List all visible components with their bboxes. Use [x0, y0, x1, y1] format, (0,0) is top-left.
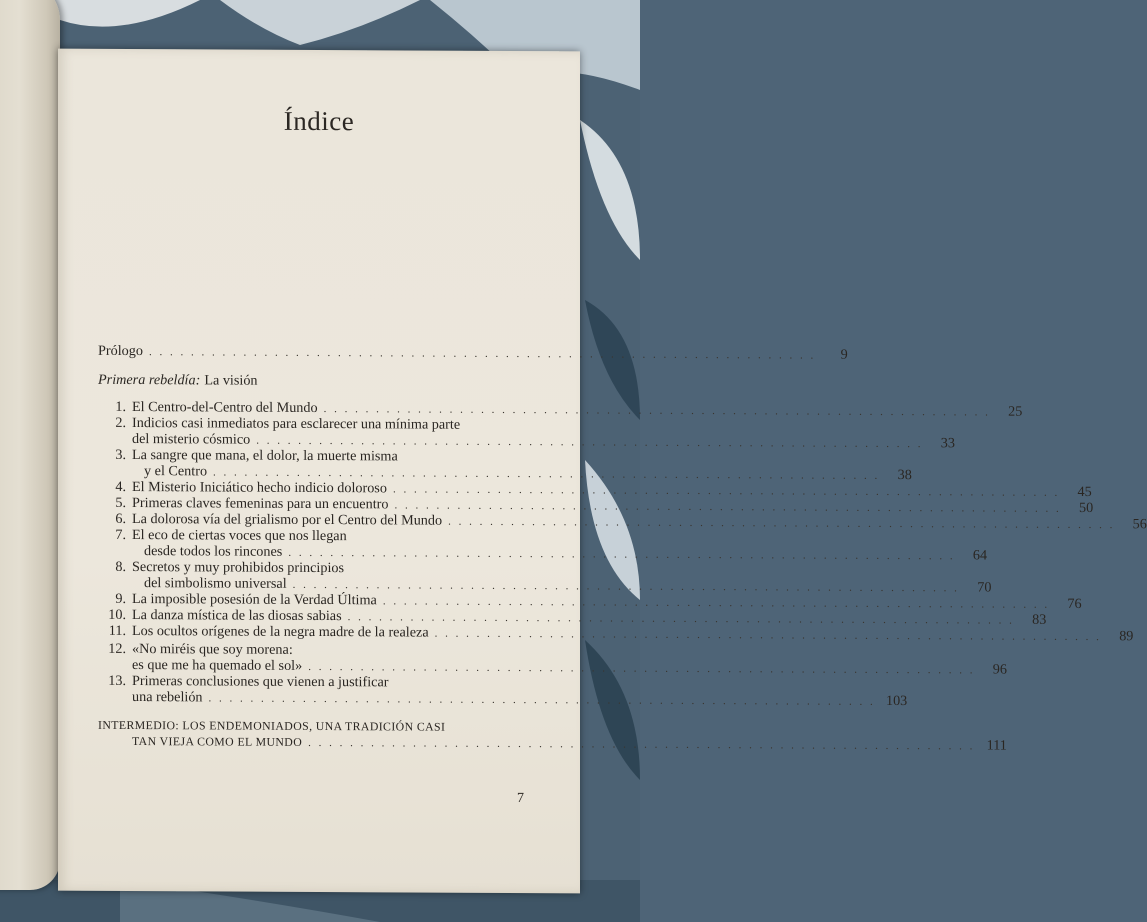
- part-heading: [98, 372, 532, 390]
- dot-leader: . . . . . . . . . . . . . . . . . . . . . . . . . . . . . . . . . . . . . . . . . . . . . . . . . . . . . . . . . . . . . . . .: [382, 595, 1050, 611]
- toc-entry-label: Prólogo: [98, 342, 143, 360]
- toc-entry-label: «No miréis que soy morena:: [132, 641, 293, 658]
- toc-entry-number: 4.: [115, 478, 126, 495]
- toc-page-number: 25: [1008, 403, 1023, 420]
- dot-leader: . . . . . . . . . . . . . . . . . . . . . . . . . . . . . . . . . . . . . . . . . . . . . . . . . . . . . . . . . . . . . . . .: [213, 466, 880, 482]
- toc-page-number: 89: [1119, 628, 1134, 645]
- book-page: [58, 49, 1147, 894]
- toc-page-number: 103: [885, 692, 908, 710]
- toc-entry-label: La sangre que mana, el dolor, la muerte misma: [132, 447, 398, 465]
- dot-leader: . . . . . . . . . . . . . . . . . . . . . . . . . . . . . . . . . . . . . . . . . . . . . . . . . . . . . . . . . . . . . . . .: [292, 578, 960, 595]
- dot-leader: . . . . . . . . . . . . . . . . . . . . . . . . . . . . . . . . . . . . . . . . . . . . . . . . . . . . . . . . . . . . . . . .: [288, 546, 956, 563]
- toc-entry-number: 9.: [115, 590, 126, 607]
- toc-entry-number: 12.: [108, 640, 126, 657]
- dot-leader: . . . . . . . . . . . . . . . . . . . . . . . . . . . . . . . . . . . . . . . . . . . . . . . . . . . . . . . . . . . . . . . .: [394, 499, 1062, 515]
- toc-page-number: 33: [940, 435, 955, 452]
- dot-leader: . . . . . . . . . . . . . . . . . . . . . . . . . . . . . . . . . . . . . . . . . . . . . . . . . . . . . . . . . . . . . . . .: [448, 515, 1115, 532]
- dot-leader: . . . . . . . . . . . . . . . . . . . . . . . . . . . . . . . . . . . . . . . . . . . . . . . . . . . . . . . . . . . . . . . .: [208, 692, 876, 708]
- toc-entry-label: Los ocultos orígenes de la negra madre de la realeza: [132, 623, 429, 641]
- dot-leader: . . . . . . . . . . . . . . . . . . . . . . . . . . . . . . . . . . . . . . . . . . . . . . . . . . . . . . . . . . . . . . . .: [308, 736, 975, 753]
- toc-entry-label: una rebelión: [132, 689, 203, 706]
- toc-entry-label: es que me ha quemado el sol»: [132, 657, 303, 674]
- toc-page-number: 96: [992, 661, 1007, 678]
- toc-entry-label: Primeras claves femeninas para un encuentro: [132, 495, 389, 513]
- page-folio: 7: [517, 791, 524, 807]
- toc-page-number: 38: [897, 467, 912, 484]
- toc-entry-label: El Misterio Iniciático hecho indicio doloroso: [132, 479, 387, 497]
- toc-entry-number: 2.: [115, 414, 126, 431]
- toc-entry-prologo: [98, 342, 848, 363]
- toc-entry-label: y el Centro: [144, 463, 208, 480]
- toc-entry-label: TAN VIEJA COMO EL MUNDO: [132, 734, 303, 749]
- toc-entry-label: desde todos los rincones: [144, 543, 283, 560]
- toc-entry-number: 8.: [115, 558, 126, 575]
- toc-entry-label: La danza mística de las diosas sabias: [132, 607, 342, 625]
- dot-leader: . . . . . . . . . . . . . . . . . . . . . . . . . . . . . . . . . . . . . . . . . . . . . . . . . . . . . . . . . . . . . . . .: [392, 483, 1060, 499]
- toc-entry-number: 1.: [115, 398, 126, 415]
- toc-entry-label: del simbolismo universal: [144, 575, 287, 592]
- toc-entry-number: 5.: [115, 494, 126, 511]
- dot-leader: . . . . . . . . . . . . . . . . . . . . . . . . . . . . . . . . . . . . . . . . . . . . . . . . . . . . . . . . . . . . . . . .: [148, 346, 816, 362]
- toc-entry-label: La dolorosa vía del grialismo por el Centro del Mundo: [132, 511, 443, 529]
- toc-entry-13-cont: [98, 689, 908, 710]
- toc-entry-label: Primeras conclusiones que vienen a justificar: [132, 673, 389, 691]
- toc-page-number: 111: [986, 737, 1007, 754]
- part-heading-italic: Primera rebeldía:: [98, 371, 201, 389]
- toc-entry-label: Indicios casi inmediatos para esclarecer una mínima parte: [132, 415, 461, 433]
- toc-page-number: 70: [977, 579, 992, 596]
- toc-entry-label: El eco de ciertas voces que nos llegan: [132, 527, 347, 545]
- left-facing-page: [0, 0, 60, 890]
- toc-page-number: 9: [840, 346, 848, 363]
- toc-entry-number: 7.: [115, 526, 126, 543]
- toc-entry-label: La imposible posesión de la Verdad Última: [132, 591, 377, 609]
- dot-leader: . . . . . . . . . . . . . . . . . . . . . . . . . . . . . . . . . . . . . . . . . . . . . . . . . . . . . . . . . . . . . . . .: [323, 403, 991, 419]
- toc-entry-label: del misterio cósmico: [132, 431, 251, 448]
- dot-leader: . . . . . . . . . . . . . . . . . . . . . . . . . . . . . . . . . . . . . . . . . . . . . . . . . . . . . . . . . . . . . . . .: [434, 627, 1102, 644]
- dot-leader: . . . . . . . . . . . . . . . . . . . . . . . . . . . . . . . . . . . . . . . . . . . . . . . . . . . . . . . . . . . . . . . .: [256, 434, 923, 451]
- toc-entry-11: [98, 622, 1134, 645]
- toc-page-number: 76: [1067, 595, 1082, 612]
- dot-leader: . . . . . . . . . . . . . . . . . . . . . . . . . . . . . . . . . . . . . . . . . . . . . . . . . . . . . . . . . . . . . . . .: [308, 660, 975, 677]
- toc-entry-label: El Centro-del-Centro del Mundo: [132, 399, 318, 416]
- toc-entry-label: Secretos y muy prohibidos principios: [132, 559, 345, 577]
- toc-entry-intermedio-cont: [98, 733, 1007, 754]
- toc-entry-number: 13.: [108, 672, 126, 689]
- toc-page-number: 83: [1032, 611, 1047, 628]
- part-heading-text: La visión: [204, 372, 258, 389]
- toc-entry-number: 6.: [115, 510, 126, 527]
- toc-page-number: 56: [1132, 516, 1147, 533]
- toc-entry-number: 10.: [108, 606, 126, 623]
- toc-page-number: 50: [1079, 499, 1094, 517]
- page-title: Índice: [283, 105, 355, 137]
- toc-entry-label: INTERMEDIO: LOS ENDEMONIADOS, UNA TRADICIÓN CASI: [98, 717, 446, 734]
- toc-entry-number: 3.: [115, 446, 126, 463]
- toc-page-number: 64: [972, 547, 988, 564]
- toc-entry-number: 11.: [108, 622, 126, 639]
- dot-leader: . . . . . . . . . . . . . . . . . . . . . . . . . . . . . . . . . . . . . . . . . . . . . . . . . . . . . . . . . . . . . . . .: [347, 611, 1015, 627]
- toc-page-number: 45: [1077, 483, 1092, 501]
